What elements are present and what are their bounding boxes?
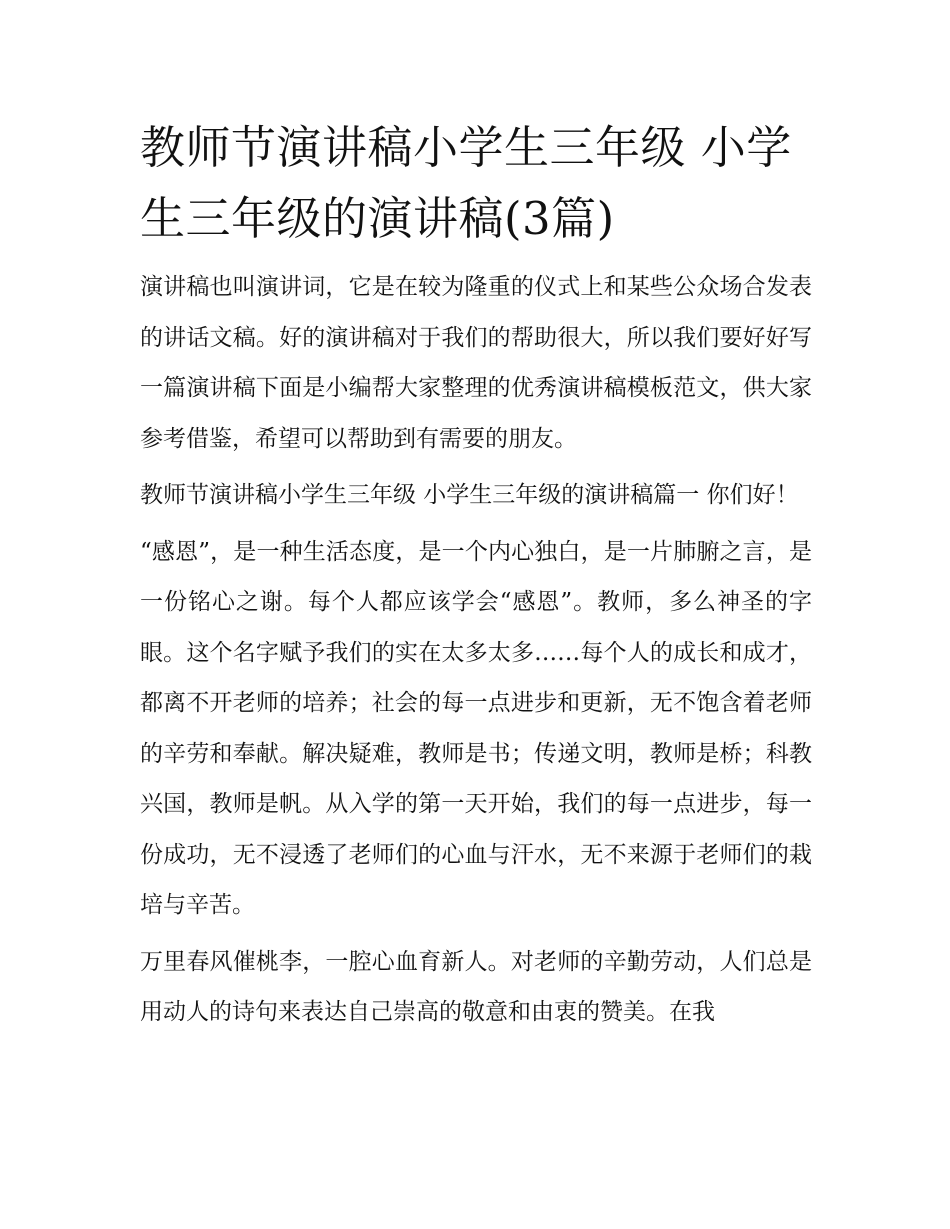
document-title: 教师节演讲稿小学生三年级 小学生三年级的演讲稿(3篇) — [140, 121, 792, 245]
speech-heading-paragraph: 教师节演讲稿小学生三年级 小学生三年级的演讲稿篇一 你们好！ — [140, 482, 799, 508]
intro-paragraph: 演讲稿也叫演讲词，它是在较为隆重的仪式上和某些公众场合发表的讲话文稿。好的演讲稿对于我们的帮助很大，所以我们要好好写一篇演讲稿下面是小编帮大家整理的优秀演讲稿模板范文，供大家参考借鉴，希望可以帮助到有需要的朋友。 — [140, 274, 812, 452]
spring-wind-paragraph: 万里春风催桃李，一腔心血育新人。对老师的辛勤劳动，人们总是用动人的诗句来表达自己崇高的敬意和由衷的赞美。在我 — [140, 948, 812, 1025]
document-body — [140, 112, 812, 1038]
gratitude-paragraph: “感恩”，是一种生活态度，是一个内心独白，是一片肺腑之言，是一份铭心之谢。每个人都应该学会“感恩”。教师，多么神圣的字眼。这个名字赋予我们的实在太多太多……每个人的成长和成才，都离不开老师的培养；社会的每一点进步和更新，无不饱含着老师的辛劳和奉献。解决疑难，教师是书；传递文明，教师是桥；科教兴国，教师是帆。从入学的第一天开始，我们的每一点进步，每一份成功，无不浸透了老师们的心血与汗水，无不来源于老师们的栽培与辛苦。 — [140, 538, 812, 918]
